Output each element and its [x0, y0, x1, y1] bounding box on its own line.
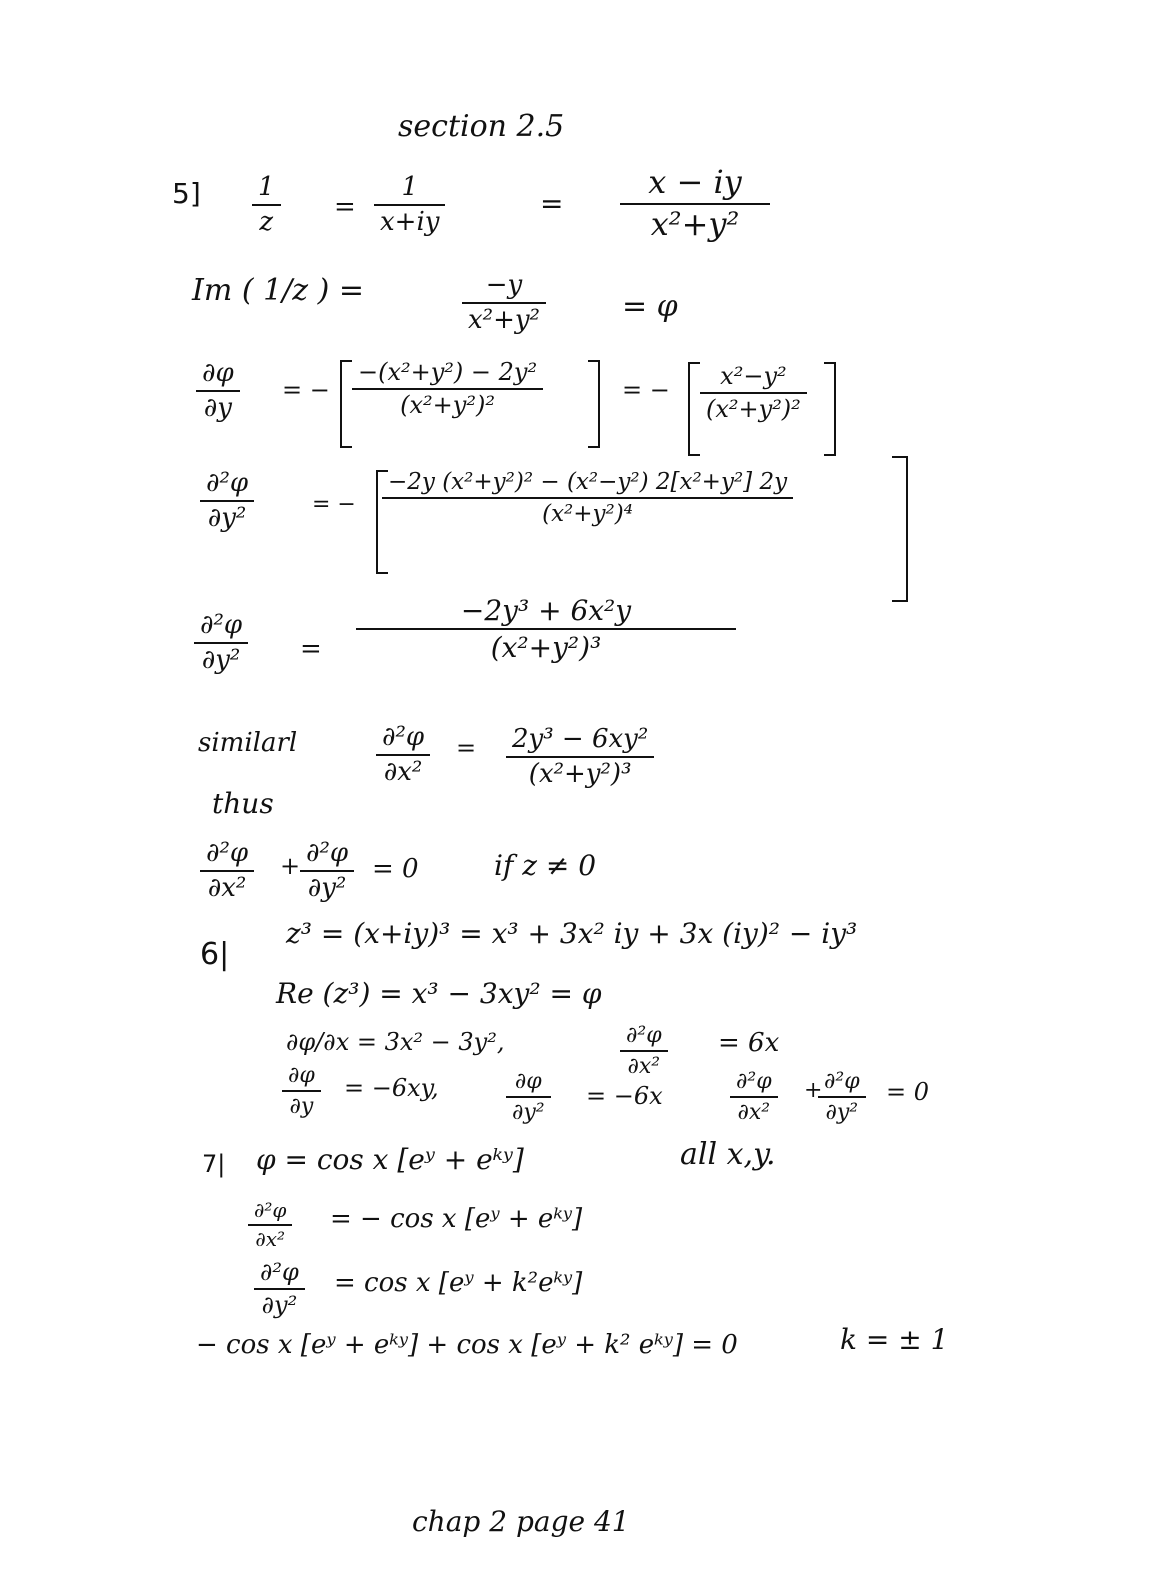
frac-num: 1	[258, 172, 275, 202]
frac-bar	[730, 1096, 778, 1098]
d-phi-d-y2	[506, 1070, 551, 1124]
equals-zero: = 0	[886, 1078, 930, 1106]
equals-minus: = −	[282, 376, 330, 404]
note-all-xy: all x,y.	[680, 1137, 776, 1172]
frac-bar	[376, 754, 430, 756]
d-phi-d-x: ∂φ/∂x = 3x² − 3y²,	[286, 1028, 505, 1056]
k-value: k = ± 1	[840, 1323, 949, 1356]
frac-den: ∂y²	[825, 1100, 859, 1126]
d2-phi-d-x2	[620, 1024, 668, 1078]
frac-den: (x²+y²)³	[490, 631, 602, 665]
frac-1-over-x-plus-iy	[374, 174, 445, 237]
d2-phi-d-y2	[200, 470, 254, 533]
second-derivative-x: = − cos x [eʸ + eᵏʸ]	[330, 1204, 583, 1234]
frac-den: ∂x²	[255, 1227, 285, 1251]
frac-den: ∂y	[289, 1094, 314, 1120]
frac-num: ∂²φ	[200, 610, 243, 640]
right-bracket	[588, 360, 600, 448]
frac-bar	[282, 1090, 321, 1092]
frac-bar	[462, 302, 546, 304]
problem-5-label: 5]	[172, 177, 201, 210]
frac-bar	[252, 204, 281, 206]
frac-den: ∂x²	[627, 1054, 661, 1080]
equals-minus-6x: = −6x	[586, 1082, 663, 1110]
equals-6x: = 6x	[718, 1028, 780, 1058]
frac-den: ∂x²	[207, 873, 247, 904]
frac-num: ∂²φ	[824, 1069, 860, 1094]
z-cubed-expansion: z³ = (x+iy)³ = x³ + 3x² iy + 3x (iy)² − iy³	[286, 917, 858, 950]
page-footer: chap 2 page 41	[412, 1505, 630, 1538]
frac-num: x²−y²	[720, 362, 787, 390]
frac-bar	[382, 497, 793, 499]
frac-conjugate	[620, 163, 770, 243]
frac-num: ∂²φ	[254, 1198, 287, 1222]
d-phi-d-y	[196, 360, 240, 423]
d-phi-d-y	[282, 1064, 321, 1118]
frac-bar	[356, 628, 736, 630]
real-part-z-cubed: Re (z³) = x³ − 3xy² = φ	[276, 977, 602, 1010]
section-heading: section 2.5	[398, 109, 565, 144]
d2-phi-d-y2	[818, 1070, 866, 1124]
frac-num: −y	[485, 270, 523, 300]
im-one-over-z: Im ( 1/z ) =	[192, 273, 364, 308]
frac-num: ∂²φ	[206, 838, 249, 868]
equals: =	[300, 634, 322, 664]
word-similarly: similarl	[198, 728, 298, 758]
frac-den: (x²+y²)²	[400, 391, 495, 420]
frac-bar	[620, 1050, 668, 1052]
left-bracket	[340, 360, 352, 448]
d2-phi-d-y2	[194, 612, 248, 675]
frac-num: x − iy	[648, 163, 742, 201]
frac-den: ∂y²	[512, 1100, 545, 1126]
frac-imag-part	[462, 272, 546, 335]
frac-bar	[506, 756, 654, 758]
equals: =	[334, 192, 356, 222]
frac-1-over-z	[252, 174, 281, 237]
frac-den: (x²+y²)³	[528, 759, 632, 790]
equals-zero: = 0	[372, 854, 419, 884]
d2-phi-d-x2	[730, 1070, 778, 1124]
frac-result-x	[506, 726, 654, 789]
frac-num: ∂φ	[288, 1063, 315, 1088]
frac-num: −(x²+y²) − 2y²	[358, 358, 538, 386]
frac-den: ∂y²	[207, 503, 247, 534]
frac-simplified	[700, 364, 807, 422]
frac-bar	[196, 390, 240, 392]
frac-bar	[200, 500, 254, 502]
frac-num: −2y (x²+y²)² − (x²−y²) 2[x²+y²] 2y	[388, 469, 788, 495]
laplace-sum: − cos x [eʸ + eᵏʸ] + cos x [eʸ + k² eᵏʸ] = 0	[196, 1330, 738, 1360]
d2-phi-d-x2	[248, 1200, 292, 1250]
equals-minus: = −	[312, 492, 356, 517]
frac-den: ∂x²	[737, 1100, 771, 1126]
equals-phi: = φ	[622, 289, 678, 324]
frac-num: ∂²φ	[260, 1258, 299, 1286]
frac-num: ∂²φ	[306, 838, 349, 868]
equals-minus-6xy: = −6xy,	[344, 1074, 439, 1102]
d2-phi-d-y2	[300, 840, 354, 903]
right-bracket	[892, 456, 908, 602]
frac-den: z	[259, 207, 274, 238]
problem-6-label: 6|	[200, 937, 230, 972]
problem-7-label: 7|	[202, 1150, 226, 1178]
frac-bar	[248, 1224, 292, 1226]
frac-num: 1	[401, 172, 418, 202]
left-bracket	[688, 362, 700, 456]
frac-den: x+iy	[380, 207, 440, 238]
frac-den: (x²+y²)⁴	[542, 501, 633, 528]
frac-den: ∂y²	[307, 873, 347, 904]
frac-bar	[300, 870, 354, 872]
equals-minus: = −	[622, 376, 670, 404]
frac-num: ∂²φ	[382, 722, 425, 752]
d2-phi-d-y2	[254, 1260, 305, 1318]
frac-num: ∂²φ	[736, 1069, 772, 1094]
frac-bar	[700, 392, 807, 394]
d2-phi-d-x2	[200, 840, 254, 903]
frac-den: x²+y²	[650, 204, 740, 243]
second-derivative-y: = cos x [eʸ + k²eᵏʸ]	[334, 1268, 583, 1298]
frac-bar	[254, 1288, 305, 1290]
frac-num: ∂²φ	[206, 468, 249, 498]
frac-bar	[194, 642, 248, 644]
frac-den: ∂y	[203, 393, 232, 424]
frac-den: ∂x²	[383, 757, 423, 788]
d2-phi-d-x2	[376, 724, 430, 787]
frac-bar	[506, 1096, 551, 1098]
frac-bar	[374, 204, 445, 206]
plus: +	[280, 852, 301, 880]
equals: =	[540, 187, 564, 220]
frac-bar	[352, 388, 543, 390]
condition-z-nonzero: if z ≠ 0	[494, 849, 597, 882]
frac-num: ∂φ	[514, 1069, 542, 1094]
frac-den: (x²+y²)²	[706, 395, 801, 424]
frac-num: −2y³ + 6x²y	[460, 594, 632, 627]
word-thus: thus	[212, 787, 274, 820]
frac-result-y	[356, 596, 736, 663]
frac-first-derivative	[352, 360, 543, 418]
frac-num: ∂²φ	[626, 1023, 662, 1048]
frac-den: ∂y²	[201, 645, 241, 676]
frac-num: ∂φ	[202, 358, 234, 388]
frac-bar	[818, 1096, 866, 1098]
phi-definition: φ = cos x [eʸ + eᵏʸ]	[256, 1143, 524, 1176]
plus: +	[804, 1078, 823, 1103]
equals: =	[456, 734, 477, 762]
frac-bar	[200, 870, 254, 872]
frac-den: x²+y²	[468, 305, 540, 336]
right-bracket	[824, 362, 836, 456]
frac-second-derivative	[382, 470, 793, 526]
frac-num: 2y³ − 6xy²	[512, 724, 649, 754]
frac-den: ∂y²	[261, 1291, 298, 1320]
